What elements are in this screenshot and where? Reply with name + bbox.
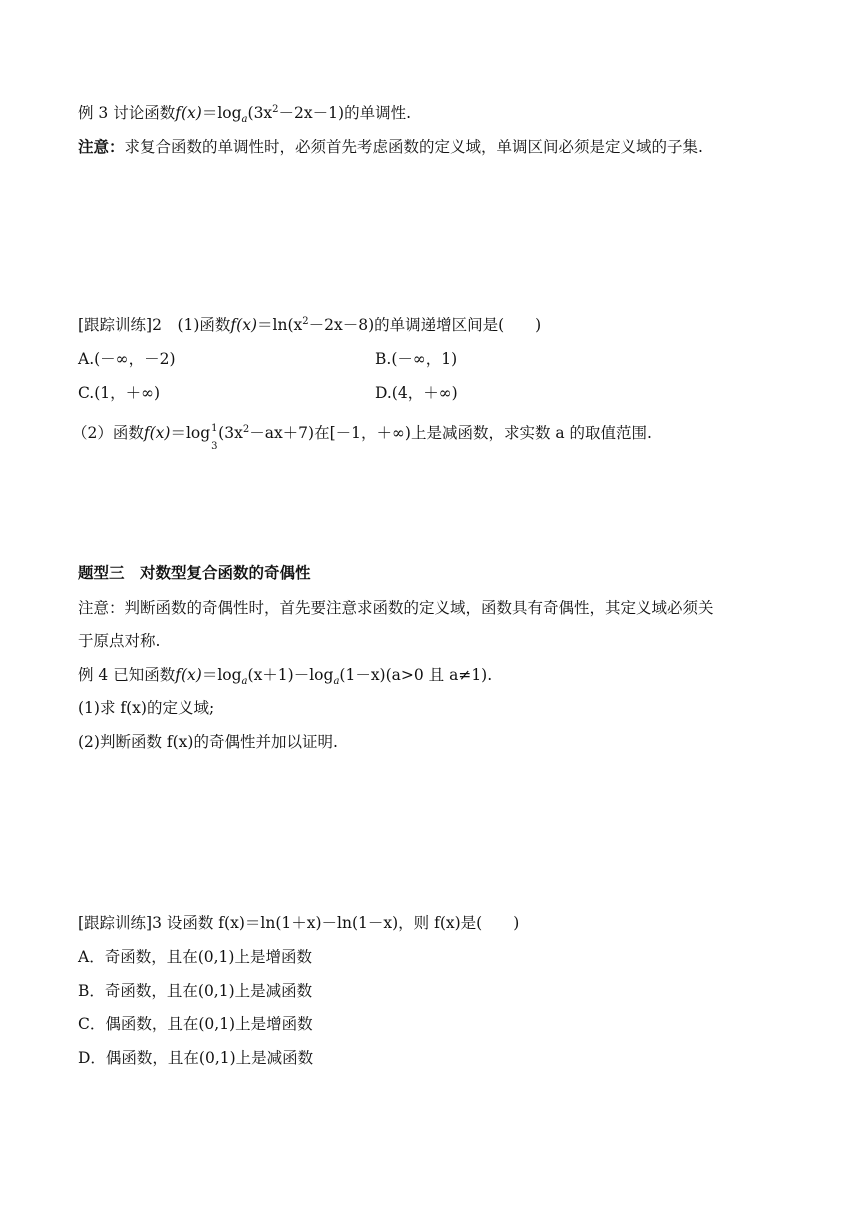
example3-label: 例 3 <box>78 104 109 122</box>
example3-base: a <box>241 114 248 125</box>
section3-note-line2: 于原点对称. <box>78 632 161 650</box>
training3-option-c: C．偶函数，且在(0,1)上是增函数 <box>78 1015 313 1033</box>
example3-sq: 2 <box>272 104 279 115</box>
training3-option-b: B．奇函数，且在(0,1)上是减函数 <box>78 982 313 1000</box>
example4-base1: a <box>241 676 248 687</box>
example4-arg1: (x＋1)－log <box>247 666 334 684</box>
example4-func: f(x) <box>175 666 202 684</box>
training2-q2-head: （2）函数 <box>72 424 144 442</box>
example3-tail: 的单调性. <box>344 104 411 122</box>
example4-text: 已知函数 <box>113 666 176 684</box>
training2-q1-sq: 2 <box>302 316 309 327</box>
example3-eq: ＝log <box>201 104 242 122</box>
training2-q1 <box>78 314 541 336</box>
training3-option-d: D．偶函数，且在(0,1)上是减函数 <box>78 1049 314 1067</box>
note1-line <box>78 136 703 158</box>
training3-option-a: A．奇函数，且在(0,1)上是增函数 <box>78 948 312 966</box>
example4-arg2: (1－x)(a>0 且 a≠1). <box>339 666 493 684</box>
example4-q1: (1)求 f(x)的定义域; <box>78 699 215 717</box>
example4-q2: (2)判断函数 f(x)的奇偶性并加以证明. <box>78 733 338 751</box>
example3-func: f(x) <box>175 104 202 122</box>
example3-text: 讨论函数 <box>113 104 176 122</box>
fraction-numerator: 1 <box>211 423 218 434</box>
training2-q2-base-fraction <box>210 422 218 452</box>
note1-text: 求复合函数的单调性时，必须首先考虑函数的定义域，单调区间必须是定义域的子集. <box>124 138 703 156</box>
section3-title: 题型三 对数型复合函数的奇偶性 <box>78 563 311 582</box>
training2-option-d: D.(4，＋∞) <box>375 384 458 402</box>
training2-q2-sq: 2 <box>242 424 250 435</box>
fraction-denominator: 3 <box>211 441 218 452</box>
note1-label: 注意： <box>78 137 125 156</box>
training2-q2-arg-pre: (3x <box>218 424 243 442</box>
training2-q2-func: f(x) <box>143 424 171 442</box>
example3-arg-post: －2x－1) <box>278 104 345 122</box>
training2-q2-eq: ＝log <box>170 424 211 442</box>
training2-q1-eq: ＝ln(x <box>257 316 303 334</box>
example3-line <box>78 102 411 124</box>
example4-label: 例 4 <box>78 666 109 684</box>
section3-note-line1: 注意：判断函数的奇偶性时，首先要注意求函数的定义域，函数具有奇偶性，其定义域必须关 <box>78 599 714 617</box>
training2-q1-func: f(x) <box>230 316 257 334</box>
training3-head: [跟踪训练]3 设函数 f(x)＝ln(1＋x)－ln(1－x)，则 f(x)是( ) <box>78 914 520 932</box>
training2-option-c: C.(1，＋∞) <box>78 384 161 402</box>
example3-arg-pre: (3x <box>247 104 273 122</box>
training2-q1-head: [跟踪训练]2 (1)函数 <box>78 316 231 334</box>
training2-q2-arg-post: －ax＋7)在[－1，＋∞)上是减函数，求实数 a 的取值范围. <box>249 424 652 442</box>
example4-line <box>78 664 492 686</box>
example4-eq1: ＝log <box>201 666 242 684</box>
training2-q1-post: －2x－8)的单调递增区间是( ) <box>308 316 542 334</box>
training2-option-a: A.(－∞，－2) <box>78 350 176 368</box>
training2-q2 <box>72 422 652 452</box>
training2-option-b: B.(－∞，1) <box>375 350 458 368</box>
example4-base2: a <box>333 676 340 687</box>
